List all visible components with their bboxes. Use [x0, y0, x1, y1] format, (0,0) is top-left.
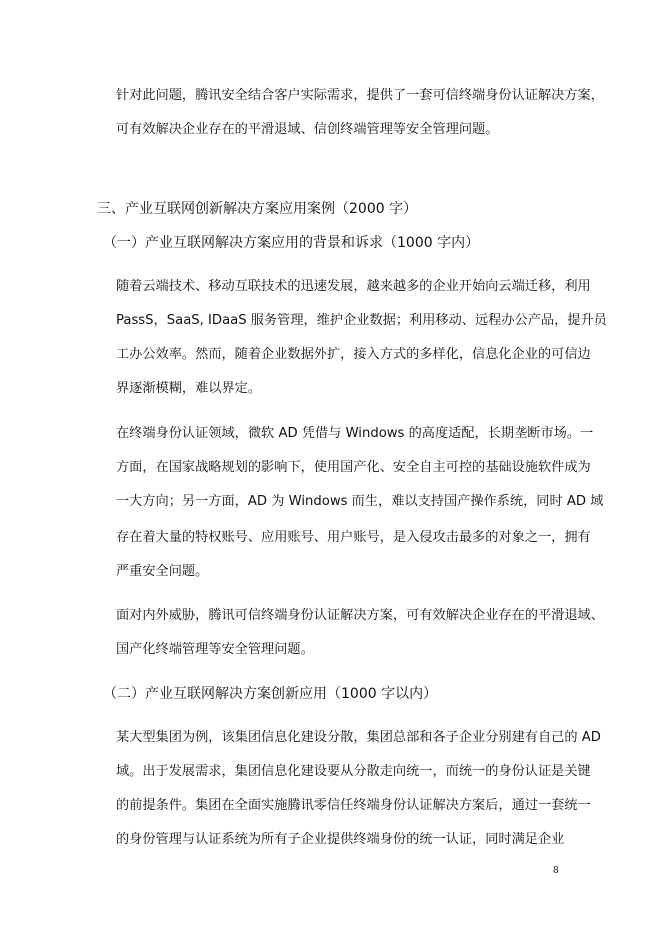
sub1-p2-line-5: 严重安全问题。 [116, 564, 209, 579]
sub1-p1-line-3: 工办公效率。然而，随着企业数据外扩，接入方式的多样化，信息化企业的可信边 [116, 347, 591, 362]
sub1-p1-line-1: 随着云端技术、移动互联技术的迅速发展，越来越多的企业开始向云端迁移，利用 [116, 279, 591, 294]
sub1-p3-line-2: 国产化终端管理等安全管理问题。 [116, 642, 314, 657]
section-3-heading: 三、产业互联网创新解决方案应用案例（2000 字） [97, 201, 418, 217]
sub1-p1-line-2: PassS，SaaS, IDaaS 服务管理，维护企业数据；利用移动、远程办公产品，提升员 [116, 313, 607, 328]
subsection-2-heading: （二）产业互联网解决方案创新应用（1000 字以内） [103, 686, 438, 702]
sub1-p2-line-1: 在终端身份认证领域，微软 AD 凭借与 Windows 的高度适配，长期垄断市场。一 [116, 426, 594, 441]
sub2-p1-line-1: 某大型集团为例，该集团信息化建设分散，集团总部和各子企业分别建有自己的 AD [116, 730, 601, 745]
sub1-p3-line-1: 面对内外威胁，腾讯可信终端身份认证解决方案，可有效解决企业存在的平滑退域、 [116, 608, 604, 623]
intro-line-1: 针对此问题，腾讯安全结合客户实际需求，提供了一套可信终端身份认证解决方案， [116, 88, 604, 103]
sub2-p1-line-3: 的前提条件。集团在全面实施腾讯零信任终端身份认证解决方案后，通过一套统一 [116, 798, 591, 813]
sub2-p1-line-2: 域。出于发展需求，集团信息化建设要从分散走向统一，而统一的身份认证是关键 [116, 764, 591, 779]
subsection-1-heading: （一）产业互联网解决方案应用的背景和诉求（1000 字内） [103, 235, 480, 251]
sub2-p1-line-4: 的身份管理与认证系统为所有子企业提供终端身份的统一认证，同时满足企业 [116, 832, 565, 847]
sub1-p2-line-2: 方面，在国家战略规划的影响下，使用国产化、安全自主可控的基础设施软件成为 [116, 460, 591, 475]
sub1-p2-line-3: 一大方向；另一方面，AD 为 Windows 而生，难以支持国产操作系统，同时 AD 域 [116, 494, 604, 509]
sub1-p2-line-4: 存在着大量的特权账号、应用账号、用户账号，是入侵攻击最多的对象之一，拥有 [116, 530, 591, 545]
sub1-p1-line-4: 界逐渐模糊，难以界定。 [116, 381, 262, 396]
page-number: 8 [553, 866, 559, 876]
intro-line-2: 可有效解决企业存在的平滑退域、信创终端管理等安全管理问题。 [116, 122, 499, 137]
